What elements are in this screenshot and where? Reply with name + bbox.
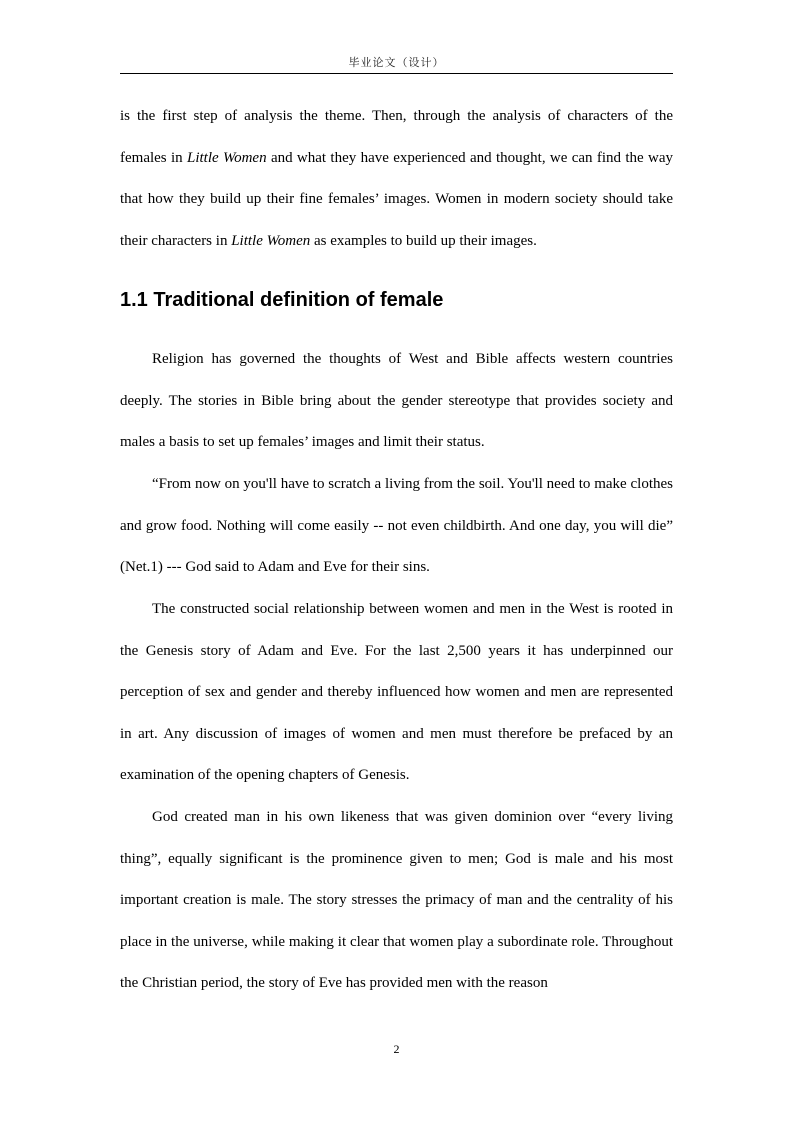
paragraph-god-created-man: God created man in his own likeness that was given dominion over “every living thing”, equally significant is the prominence given to men; God is male and his most important creation is male. The story stresses the primacy of man and the centrality of his place in the universe, while making it clear that women play a subordinate role. Throughout the Christian period, the story of Eve has provided men with the reason: [120, 809, 673, 992]
paragraph-intro: [120, 96, 673, 262]
paragraph-intro-text-2: and what they have experienced and thought, we can find the way that how they build up their fine females’ images. Women in modern society should take their characters in: [120, 149, 674, 249]
page-number: 2: [393, 1042, 400, 1056]
paragraph-social-relationship: The constructed social relationship between women and men in the West is rooted in the Genesis story of Adam and Eve. For the last 2,500 years it has underpinned our perception of sex and gender and thereby influenced how women and men are represented in art. Any discussion of images of women and men must therefore be prefaced by an examination of the opening chapters of Genesis.: [120, 601, 673, 784]
paragraph-intro-text-1: is the first step of analysis the theme. Then, through the analysis of characters of the females in: [120, 108, 673, 166]
section-heading: 1.1 Traditional definition of female: [120, 289, 444, 311]
book-title-italic-2: Little Women: [231, 232, 311, 249]
header-divider: [120, 73, 673, 74]
paragraph-genesis-quote: “From now on you'll have to scratch a living from the soil. You'll need to make clothes and grow food. Nothing will come easily -- not even childbirth. And one day, you will die” (Net.1) --- God said to Adam and Eve for their sins.: [120, 476, 673, 576]
book-title-italic-1: Little Women: [186, 149, 267, 166]
page-header-title: 毕业论文（设计）: [348, 56, 445, 69]
paragraph-intro-text-3: as examples to build up their images.: [310, 232, 537, 249]
paragraph-religion: Religion has governed the thoughts of West and Bible affects western countries deeply. The stories in Bible bring about the gender stereotype that provides society and males a basis to set up females’ images and limit their status.: [120, 351, 673, 451]
